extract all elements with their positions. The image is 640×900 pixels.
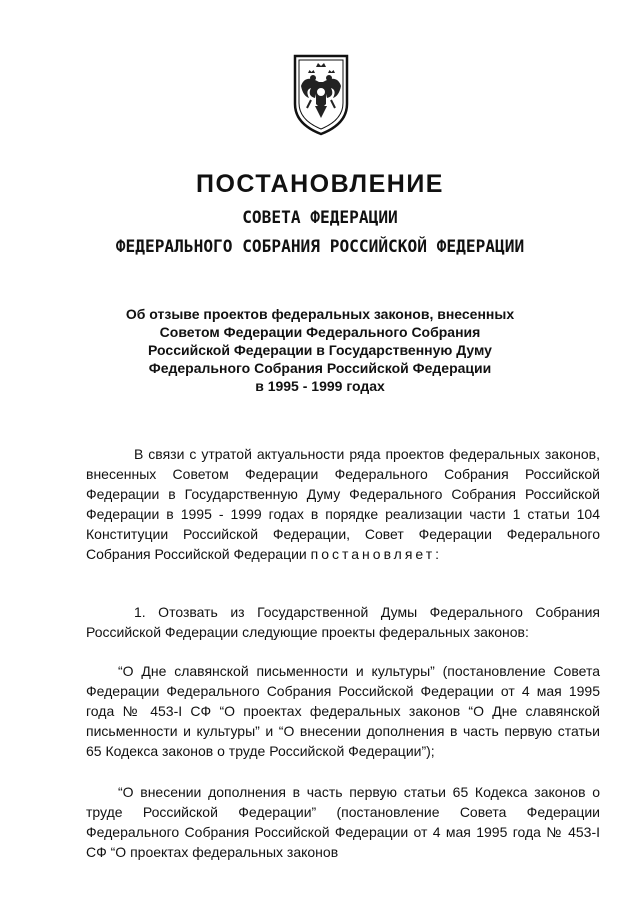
coat-of-arms-icon <box>289 52 353 138</box>
subject-line: Об отзыве проектов федеральных законов, внесенных <box>125 306 515 322</box>
subject-line: Российской Федерации в Государственную Думу <box>148 342 492 358</box>
document-subject <box>100 305 540 395</box>
preamble-paragraph <box>86 444 600 564</box>
document-title: ПОСТАНОВЛЕНИЕ <box>196 170 444 198</box>
issuing-body-line: СОВЕТА ФЕДЕРАЦИИ <box>242 208 398 228</box>
clause-1-paragraph: 1. Отозвать из Государственной Думы Федерального Собрания Российской Федерации следующие проекты федеральных законов: <box>86 604 600 640</box>
bill-item-paragraph: “О внесении дополнения в часть первую статьи 65 Кодекса законов о труде Российской Федерации” (постановление Совета Федерации Федерального Собрания Российской Федерации от 4 мая 1995 года № 453-I СФ “О проектах федеральных законов <box>86 784 600 860</box>
preamble-text: В связи с утратой актуальности ряда проектов федеральных законов, внесенных Советом Федерации Федерального Собрания Российской Федерации в Государственную Думу Федерального Собрания Российской Федерации в 1995 - 1999 годах в порядке реализации части 1 статьи 104 Конституции Российской Федерации, Совет Федерации Федерального Собрания Российской Федерации <box>86 446 600 562</box>
subject-line: Советом Федерации Федерального Собрания <box>159 324 481 340</box>
subject-line: Федерального Собрания Российской Федерации <box>148 360 492 376</box>
resolves-keyword: постановляет: <box>310 546 443 562</box>
subject-line: в 1995 - 1999 годах <box>255 378 385 394</box>
bill-item-paragraph: “О Дне славянской письменности и культуры” (постановление Совета Федерации Федерального Собрания Российской Федерации от 4 мая 1995 года № 453-I СФ “О проектах федеральных законов “О Дне славянской письменности и культуры” и “О внесении дополнения в часть первую статьи 65 Кодекса законов о труде Российской Федерации”); <box>86 663 600 759</box>
issuing-body-full-line: ФЕДЕРАЛЬНОГО СОБРАНИЯ РОССИЙСКОЙ ФЕДЕРАЦИИ <box>115 237 525 257</box>
